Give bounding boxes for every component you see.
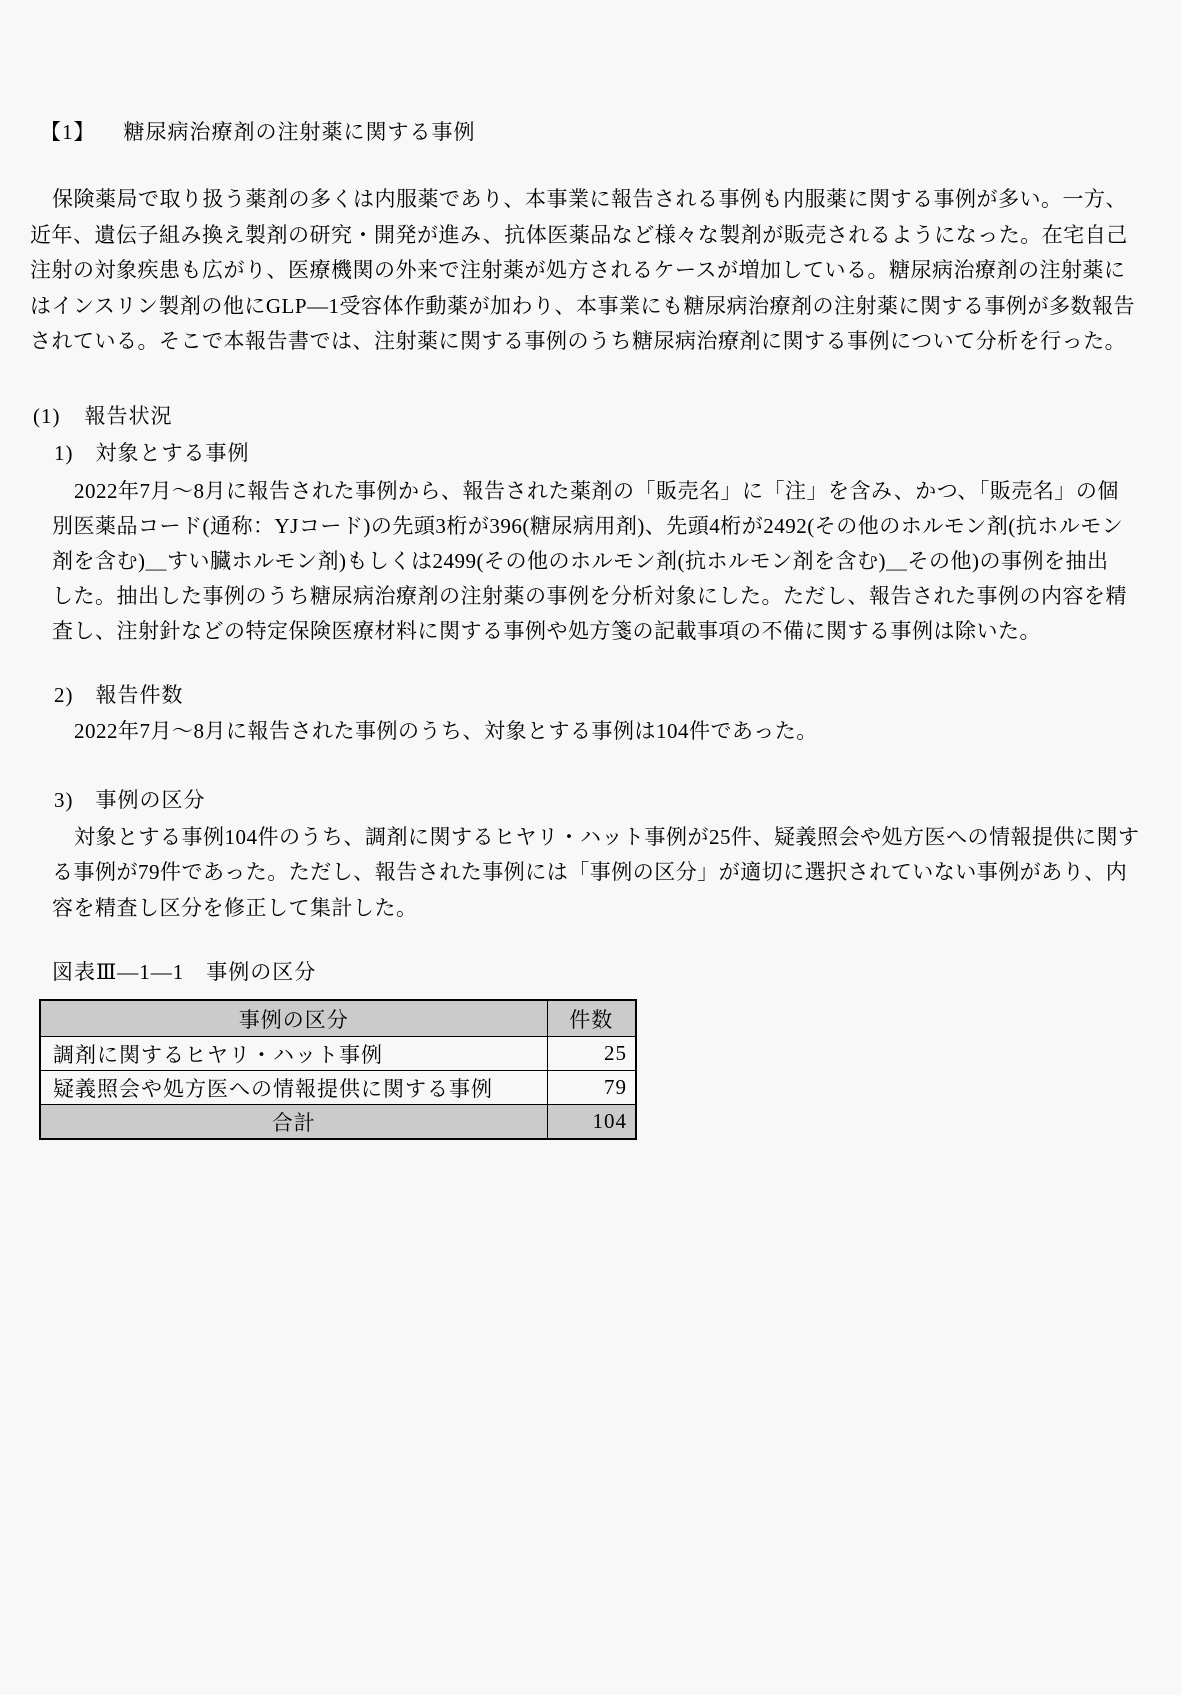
paragraph-line: されている。そこで本報告書では、注射薬に関する事例のうち糖尿病治療剤に関する事例について分析を行った。 bbox=[30, 329, 1127, 354]
paragraph-line: 査し、注射針などの特定保険医療材料に関する事例や処方箋の記載事項の不備に関する事例は除いた。 bbox=[52, 618, 1041, 643]
case-category-paragraph bbox=[52, 820, 1150, 926]
heading-report-count bbox=[54, 679, 184, 709]
intro-paragraph bbox=[30, 182, 1152, 360]
section-title bbox=[40, 116, 476, 146]
section-title-number: 【1】 bbox=[40, 120, 96, 144]
paragraph-line: 2022年7月～8月に報告された事例から、報告された薬剤の「販売名」に「注」を含み、かつ、「販売名」の個 bbox=[74, 479, 1119, 503]
table-total-row bbox=[40, 1105, 636, 1140]
cell-category: 調剤に関するヒヤリ・ハット事例 bbox=[40, 1037, 547, 1071]
paragraph-line: した。抽出した事例のうち糖尿病治療剤の注射薬の事例を分析対象にした。ただし、報告された事例の内容を精 bbox=[52, 583, 1127, 608]
paragraph-line: はインスリン製剤の他にGLP―1受容体作動薬が加わり、本事業にも糖尿病治療剤の注射薬に関する事例が多数報告 bbox=[30, 293, 1136, 318]
paragraph-line: 2022年7月～8月に報告された事例のうち、対象とする事例は104件であった。 bbox=[74, 719, 818, 743]
heading-number: 3) bbox=[54, 788, 74, 812]
paragraph-line: 保険薬局で取り扱う薬剤の多くは内服薬であり、本事業に報告される事例も内服薬に関する事例が多い。一方、 bbox=[52, 187, 1127, 211]
paragraph-line: 剤を含む)＿すい臓ホルモン剤)もしくは2499(その他のホルモン剤(抗ホルモン剤を含む)＿その他)の事例を抽出 bbox=[52, 548, 1109, 573]
heading-label: 報告状況 bbox=[84, 404, 173, 428]
cell-count: 79 bbox=[547, 1071, 636, 1105]
table-row bbox=[40, 1071, 636, 1105]
heading-label: 対象とする事例 bbox=[95, 441, 250, 465]
heading-label: 報告件数 bbox=[95, 683, 184, 707]
heading-number: (1) bbox=[33, 404, 61, 428]
section-title-text: 糖尿病治療剤の注射薬に関する事例 bbox=[123, 120, 476, 144]
target-cases-paragraph bbox=[52, 474, 1150, 649]
figure-caption: 図表Ⅲ―1―1 事例の区分 bbox=[52, 960, 317, 984]
header-cell-count: 件数 bbox=[547, 1000, 636, 1037]
report-count-paragraph bbox=[52, 714, 1150, 750]
cell-category: 疑義照会や処方医への情報提供に関する事例 bbox=[40, 1071, 547, 1105]
table-header-row bbox=[40, 1000, 636, 1037]
table-row bbox=[40, 1037, 636, 1071]
heading-report-status bbox=[33, 400, 173, 430]
heading-label: 事例の区分 bbox=[95, 788, 206, 812]
header-cell-category: 事例の区分 bbox=[40, 1000, 547, 1037]
cell-total-label: 合計 bbox=[40, 1105, 547, 1140]
paragraph-line: 近年、遺伝子組み換え製剤の研究・開発が進み、抗体医薬品など様々な製剤が販売されるようになった。在宅自己 bbox=[30, 222, 1128, 247]
paragraph-line: 対象とする事例104件のうち、調剤に関するヒヤリ・ハット事例が25件、疑義照会や処方医への情報提供に関す bbox=[74, 825, 1140, 849]
case-category-table bbox=[39, 999, 637, 1140]
heading-number: 2) bbox=[54, 683, 74, 707]
paragraph-line: る事例が79件であった。ただし、報告された事例には「事例の区分」が適切に選択されていない事例があり、内 bbox=[52, 860, 1128, 885]
paragraph-line: 容を精査し区分を修正して集計した。 bbox=[52, 895, 418, 920]
paragraph-line: 注射の対象疾患も広がり、医療機関の外来で注射薬が処方されるケースが増加している。糖尿病治療剤の注射薬に bbox=[30, 258, 1126, 283]
cell-count: 25 bbox=[547, 1037, 636, 1071]
heading-case-category bbox=[54, 784, 206, 814]
paragraph-line: 別医薬品コード(通称：YJコード)の先頭3桁が396(糖尿病用剤)、先頭4桁が2492(その他のホルモン剤(抗ホルモン bbox=[52, 513, 1124, 538]
heading-target-cases bbox=[54, 437, 250, 467]
cell-total-count: 104 bbox=[547, 1105, 636, 1140]
heading-number: 1) bbox=[54, 441, 74, 465]
